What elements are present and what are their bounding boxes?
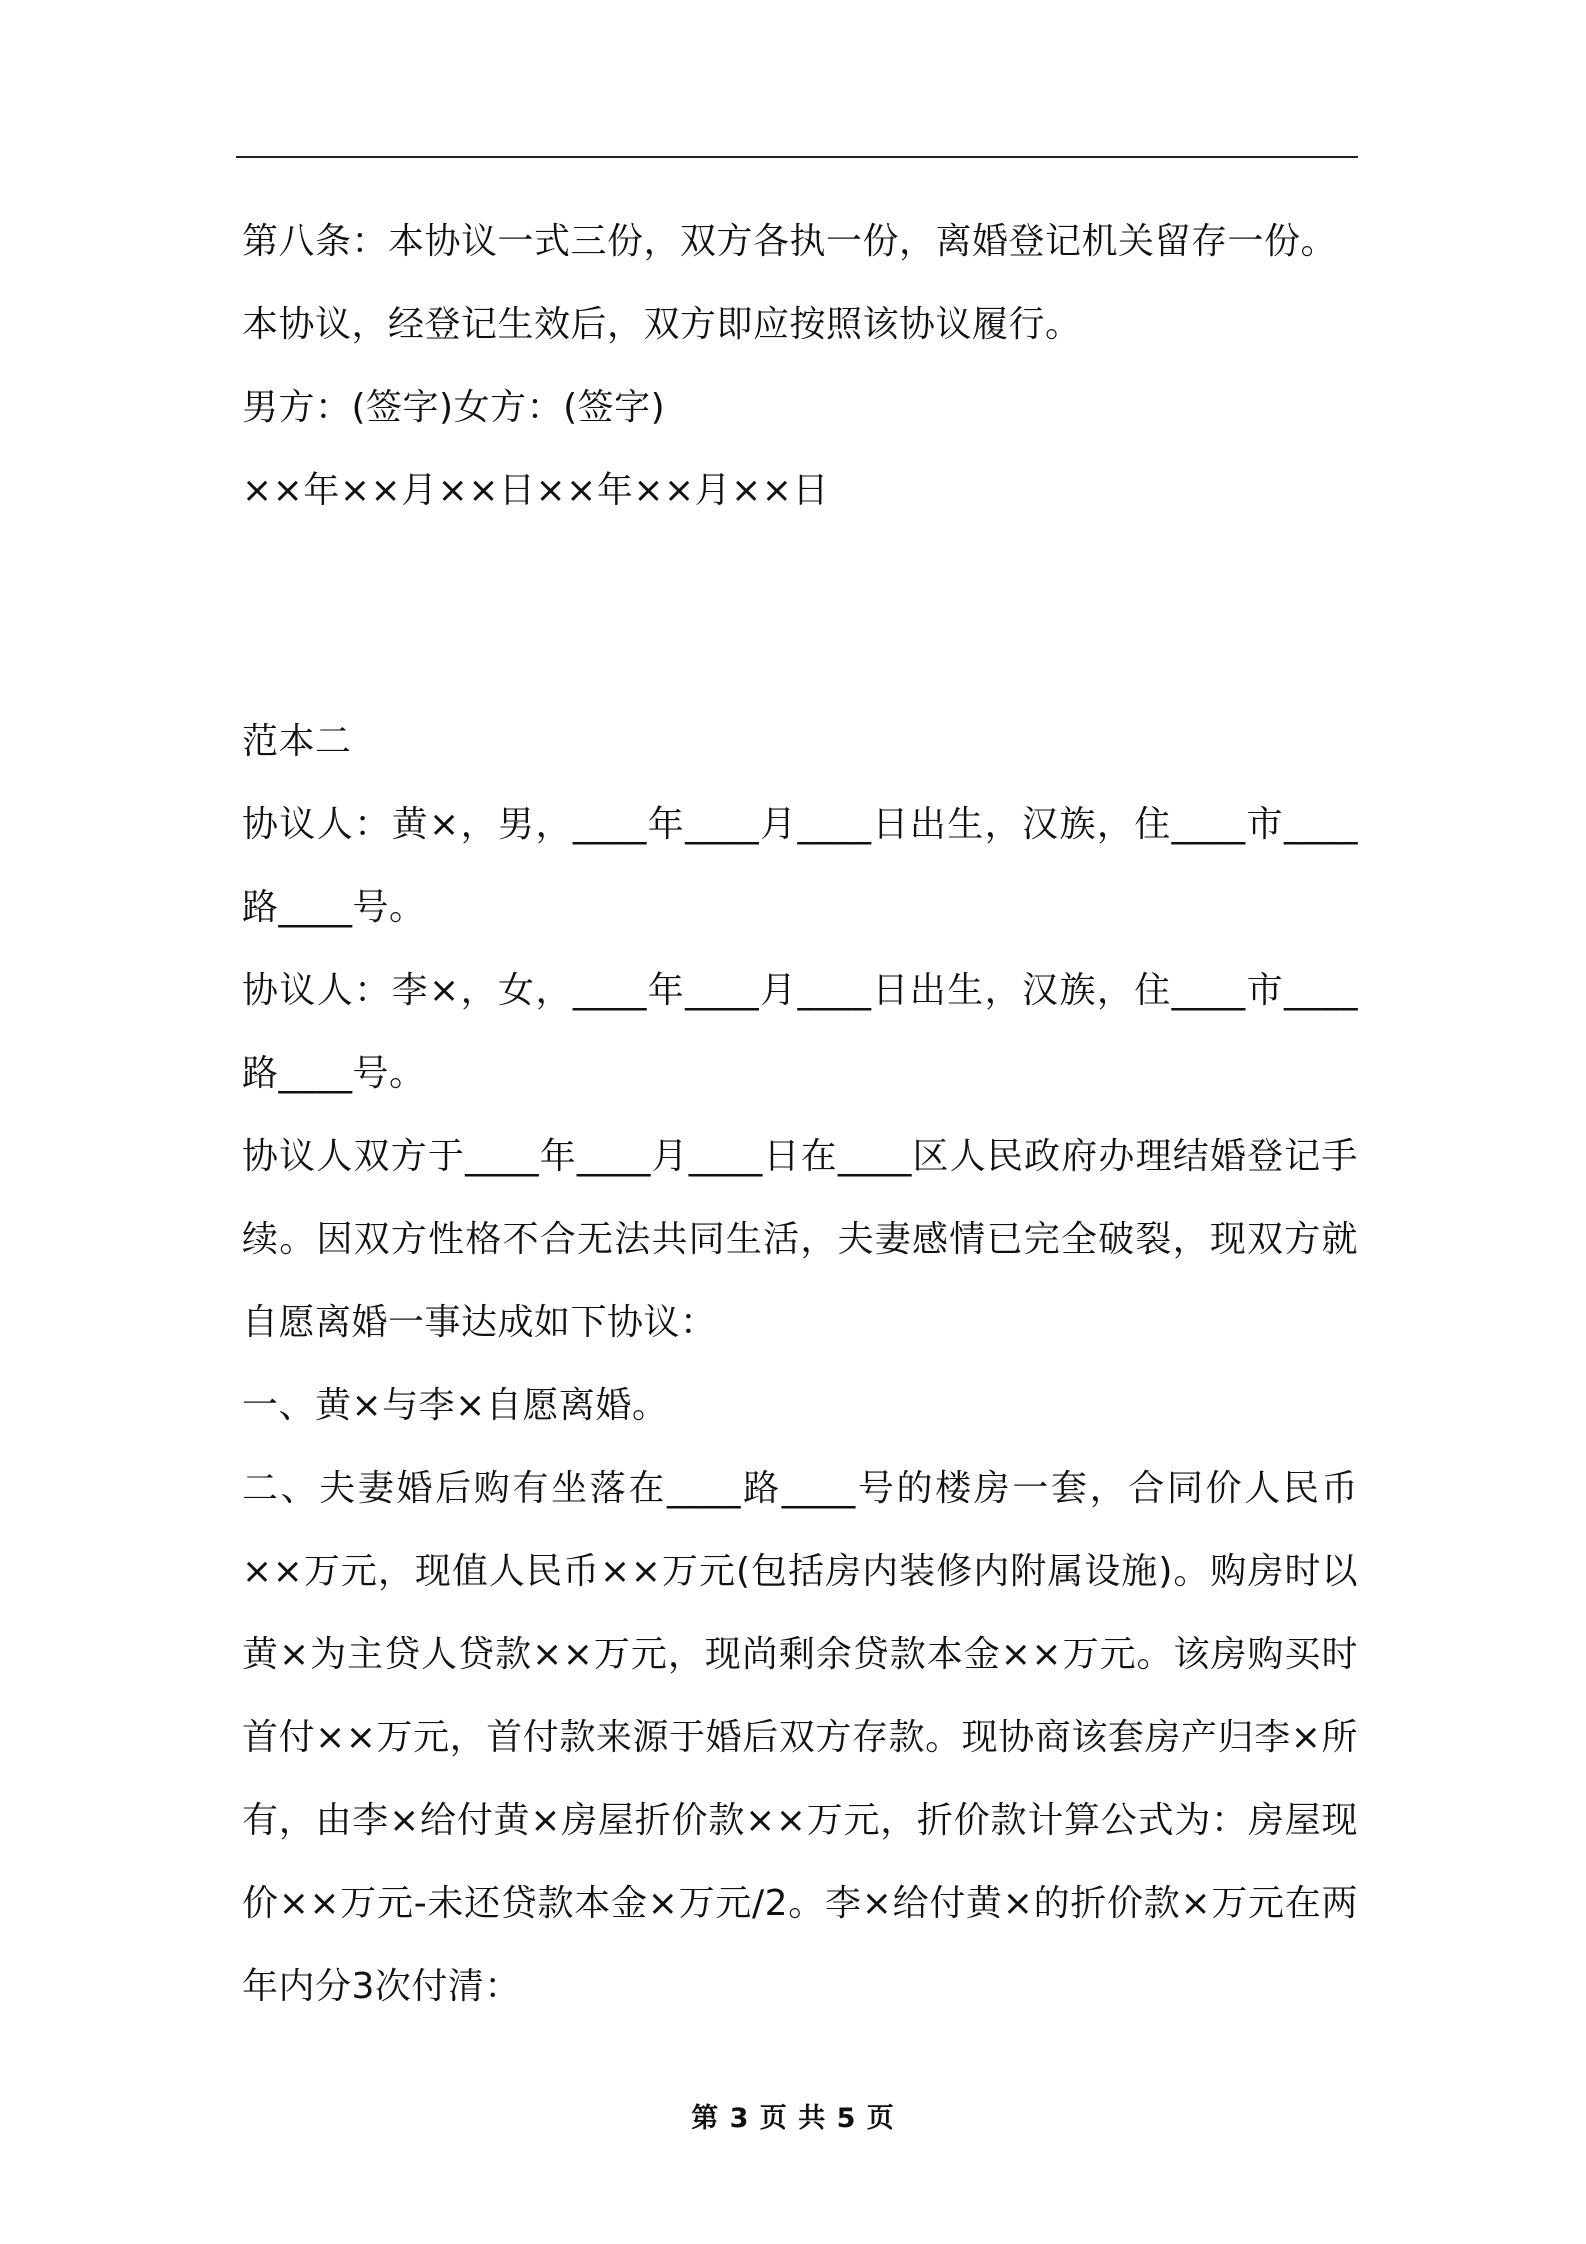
header-rule (236, 156, 1358, 158)
page-number-footer: 第 3 页 共 5 页 (691, 2103, 895, 2134)
section-gap (242, 532, 1358, 700)
clause-one: 一、黄×与李×自愿离婚。 (242, 1385, 669, 1426)
clause-two: 二、夫妻婚后购有坐落在____路____号的楼房一套，合同价人民币××万元，现值人民币××万元(包括房内装修内附属设施)。购房时以黄×为主贷人贷款××万元，现尚剩余贷款本金××万元。该房购买时首付××万元，首付款来源于婚后双方存款。现协商该套房产归李×所有，由李×给付黄×房屋折价款××万元，折价款计算公式为：房屋现价××万元-未还贷款本金×万元/2。李×给付黄×的折价款×万元在两年内分3次付清： (242, 1468, 1358, 2007)
article-eight: 第八条：本协议一式三份，双方各执一份，离婚登记机关留存一份。 (242, 221, 1338, 262)
party-one-paragraph: 协议人：黄×，男，____年____月____日出生，汉族，住____市____路____号。 (242, 804, 1358, 928)
date-line: ××年××月××日××年××月××日 (242, 470, 829, 511)
party-two-paragraph: 协议人：李×，女，____年____月____日出生，汉族，住____市____路____号。 (242, 970, 1358, 1094)
document-body (242, 200, 1358, 2028)
signature-line: 男方：(签字)女方：(签字) (242, 387, 666, 428)
effect-clause: 本协议，经登记生效后，双方即应按照该协议履行。 (242, 304, 1082, 345)
marriage-registration-paragraph: 协议人双方于____年____月____日在____区人民政府办理结婚登记手续。因双方性格不合无法共同生活，夫妻感情已完全破裂，现双方就自愿离婚一事达成如下协议： (242, 1136, 1358, 1343)
section-title: 范本二 (242, 721, 352, 762)
